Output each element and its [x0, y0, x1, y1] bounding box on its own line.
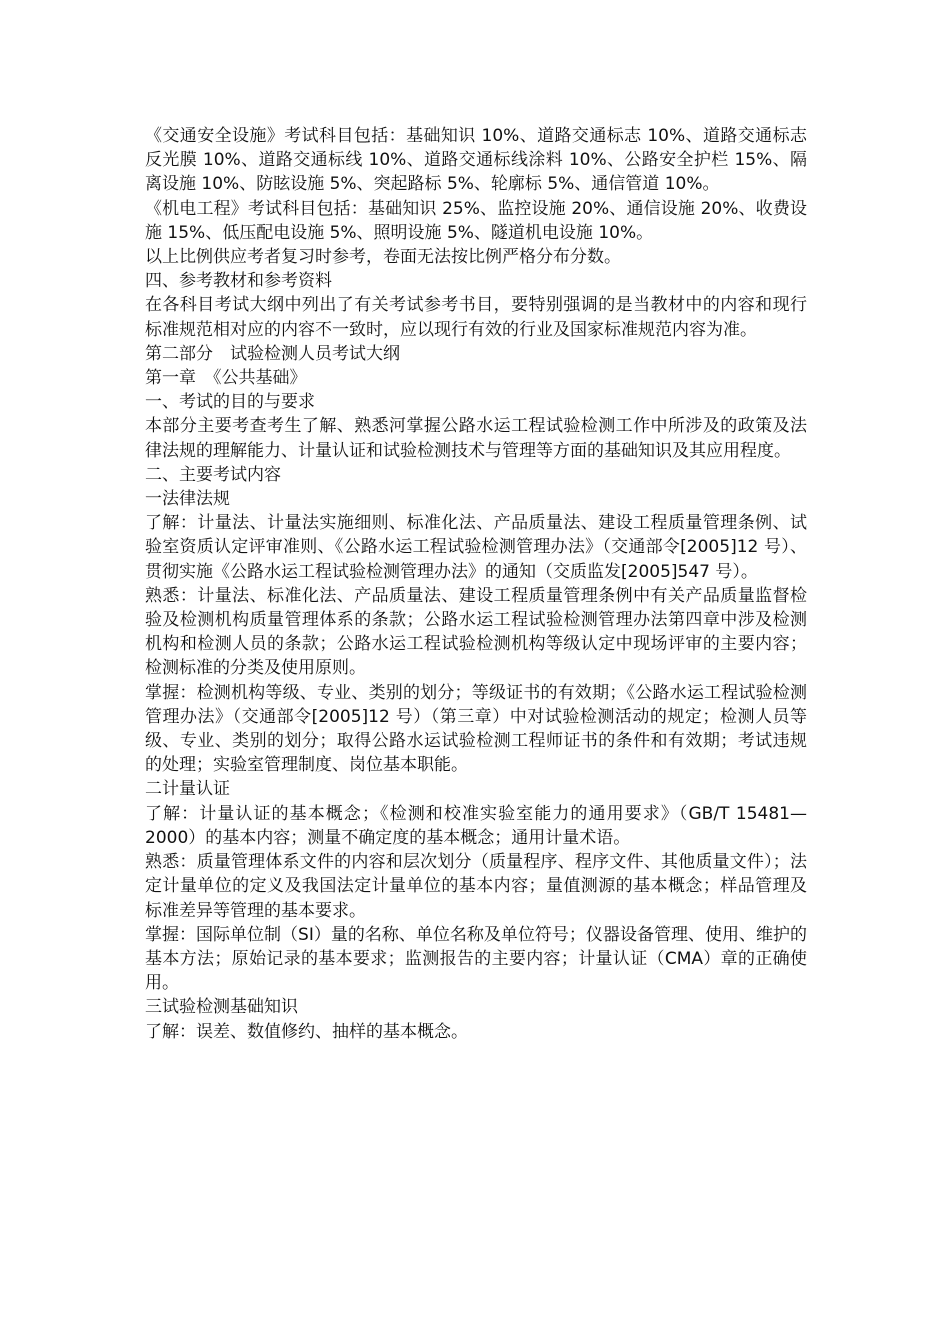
subsection-heading-metrology: 二计量认证	[145, 779, 230, 800]
section-heading-references: 四、参考教材和参考资料	[145, 271, 332, 292]
section-heading-purpose: 一、考试的目的与要求	[145, 392, 315, 413]
chapter-one-heading: 第一章 《公共基础》	[145, 368, 307, 389]
subject-traffic-safety-facilities: 《交通安全设施》考试科目包括：基础知识 10%、道路交通标志 10%、道路交通标志反光膜 10%、道路交通标线 10%、道路交通标线涂料 10%、公路安全护栏 15%、隔离设施 10%、防眩设施 5%、突起路标 5%、轮廓标 5%、通信管道 10%。	[145, 126, 807, 195]
metrology-understand: 了解：计量认证的基本概念；《检测和校准实验室能力的通用要求》（GB/T 15481—2000）的基本内容；测量不确定度的基本概念；通用计量术语。	[145, 803, 807, 848]
purpose-paragraph: 本部分主要考查考生了解、熟悉河掌握公路水运工程试验检测工作中所涉及的政策及法律法规的理解能力、计量认证和试验检测技术与管理等方面的基础知识及其应用程度。	[145, 416, 807, 461]
references-paragraph: 在各科目考试大纲中列出了有关考试参考书目，要特别强调的是当教材中的内容和现行标准规范相对应的内容不一致时，应以现行有效的行业及国家标准规范内容为准。	[145, 295, 807, 340]
subject-electromechanical-engineering: 《机电工程》考试科目包括：基础知识 25%、监控设施 20%、通信设施 20%、收费设施 15%、低压配电设施 5%、照明设施 5%、隧道机电设施 10%。	[145, 198, 807, 243]
ratio-note: 以上比例供应考者复习时参考，卷面无法按比例严格分布分数。	[145, 247, 621, 268]
section-heading-main-content: 二、主要考试内容	[145, 464, 281, 485]
subsection-heading-laws: 一法律法规	[145, 489, 230, 510]
laws-familiar: 熟悉：计量法、标准化法、产品质量法、建设工程质量管理条例中有关产品质量监督检验及检测机构质量管理体系的条款；公路水运工程试验检测管理办法第四章中涉及检测机构和检测人员的条款；公路水运工程试验检测机构等级认定中现场评审的主要内容；检测标准的分类及使用原则。	[145, 585, 807, 679]
part-two-heading: 第二部分 试验检测人员考试大纲	[145, 343, 400, 364]
testing-basics-understand: 了解：误差、数值修约、抽样的基本概念。	[145, 1021, 468, 1042]
metrology-familiar: 熟悉：质量管理体系文件的内容和层次划分（质量程序、程序文件、其他质量文件）；法定计量单位的定义及我国法定计量单位的基本内容；量值测源的基本概念；样品管理及标准差异等管理的基本要求。	[145, 852, 807, 921]
metrology-master: 掌握：国际单位制（SI）量的名称、单位名称及单位符号；仪器设备管理、使用、维护的基本方法；原始记录的基本要求；监测报告的主要内容；计量认证（CMA）章的正确使用。	[145, 924, 807, 994]
document-page	[145, 124, 807, 1044]
laws-understand: 了解：计量法、计量法实施细则、标准化法、产品质量法、建设工程质量管理条例、试验室资质认定评审准则、《公路水运工程试验检测管理办法》（交通部令[2005]12 号）、贯彻实施《公路水运工程试验检测管理办法》的通知（交质监发[2005]547 号）。	[145, 513, 807, 582]
subsection-heading-testing-basics: 三试验检测基础知识	[145, 997, 298, 1018]
laws-master: 掌握：检测机构等级、专业、类别的划分；等级证书的有效期；《公路水运工程试验检测管理办法》（交通部令[2005]12 号）（第三章）中对试验检测活动的规定；检测人员等级、专业、类别的划分；取得公路水运试验检测工程师证书的条件和有效期；考试违规的处理；实验室管理制度、岗位基本职能。	[145, 682, 807, 776]
